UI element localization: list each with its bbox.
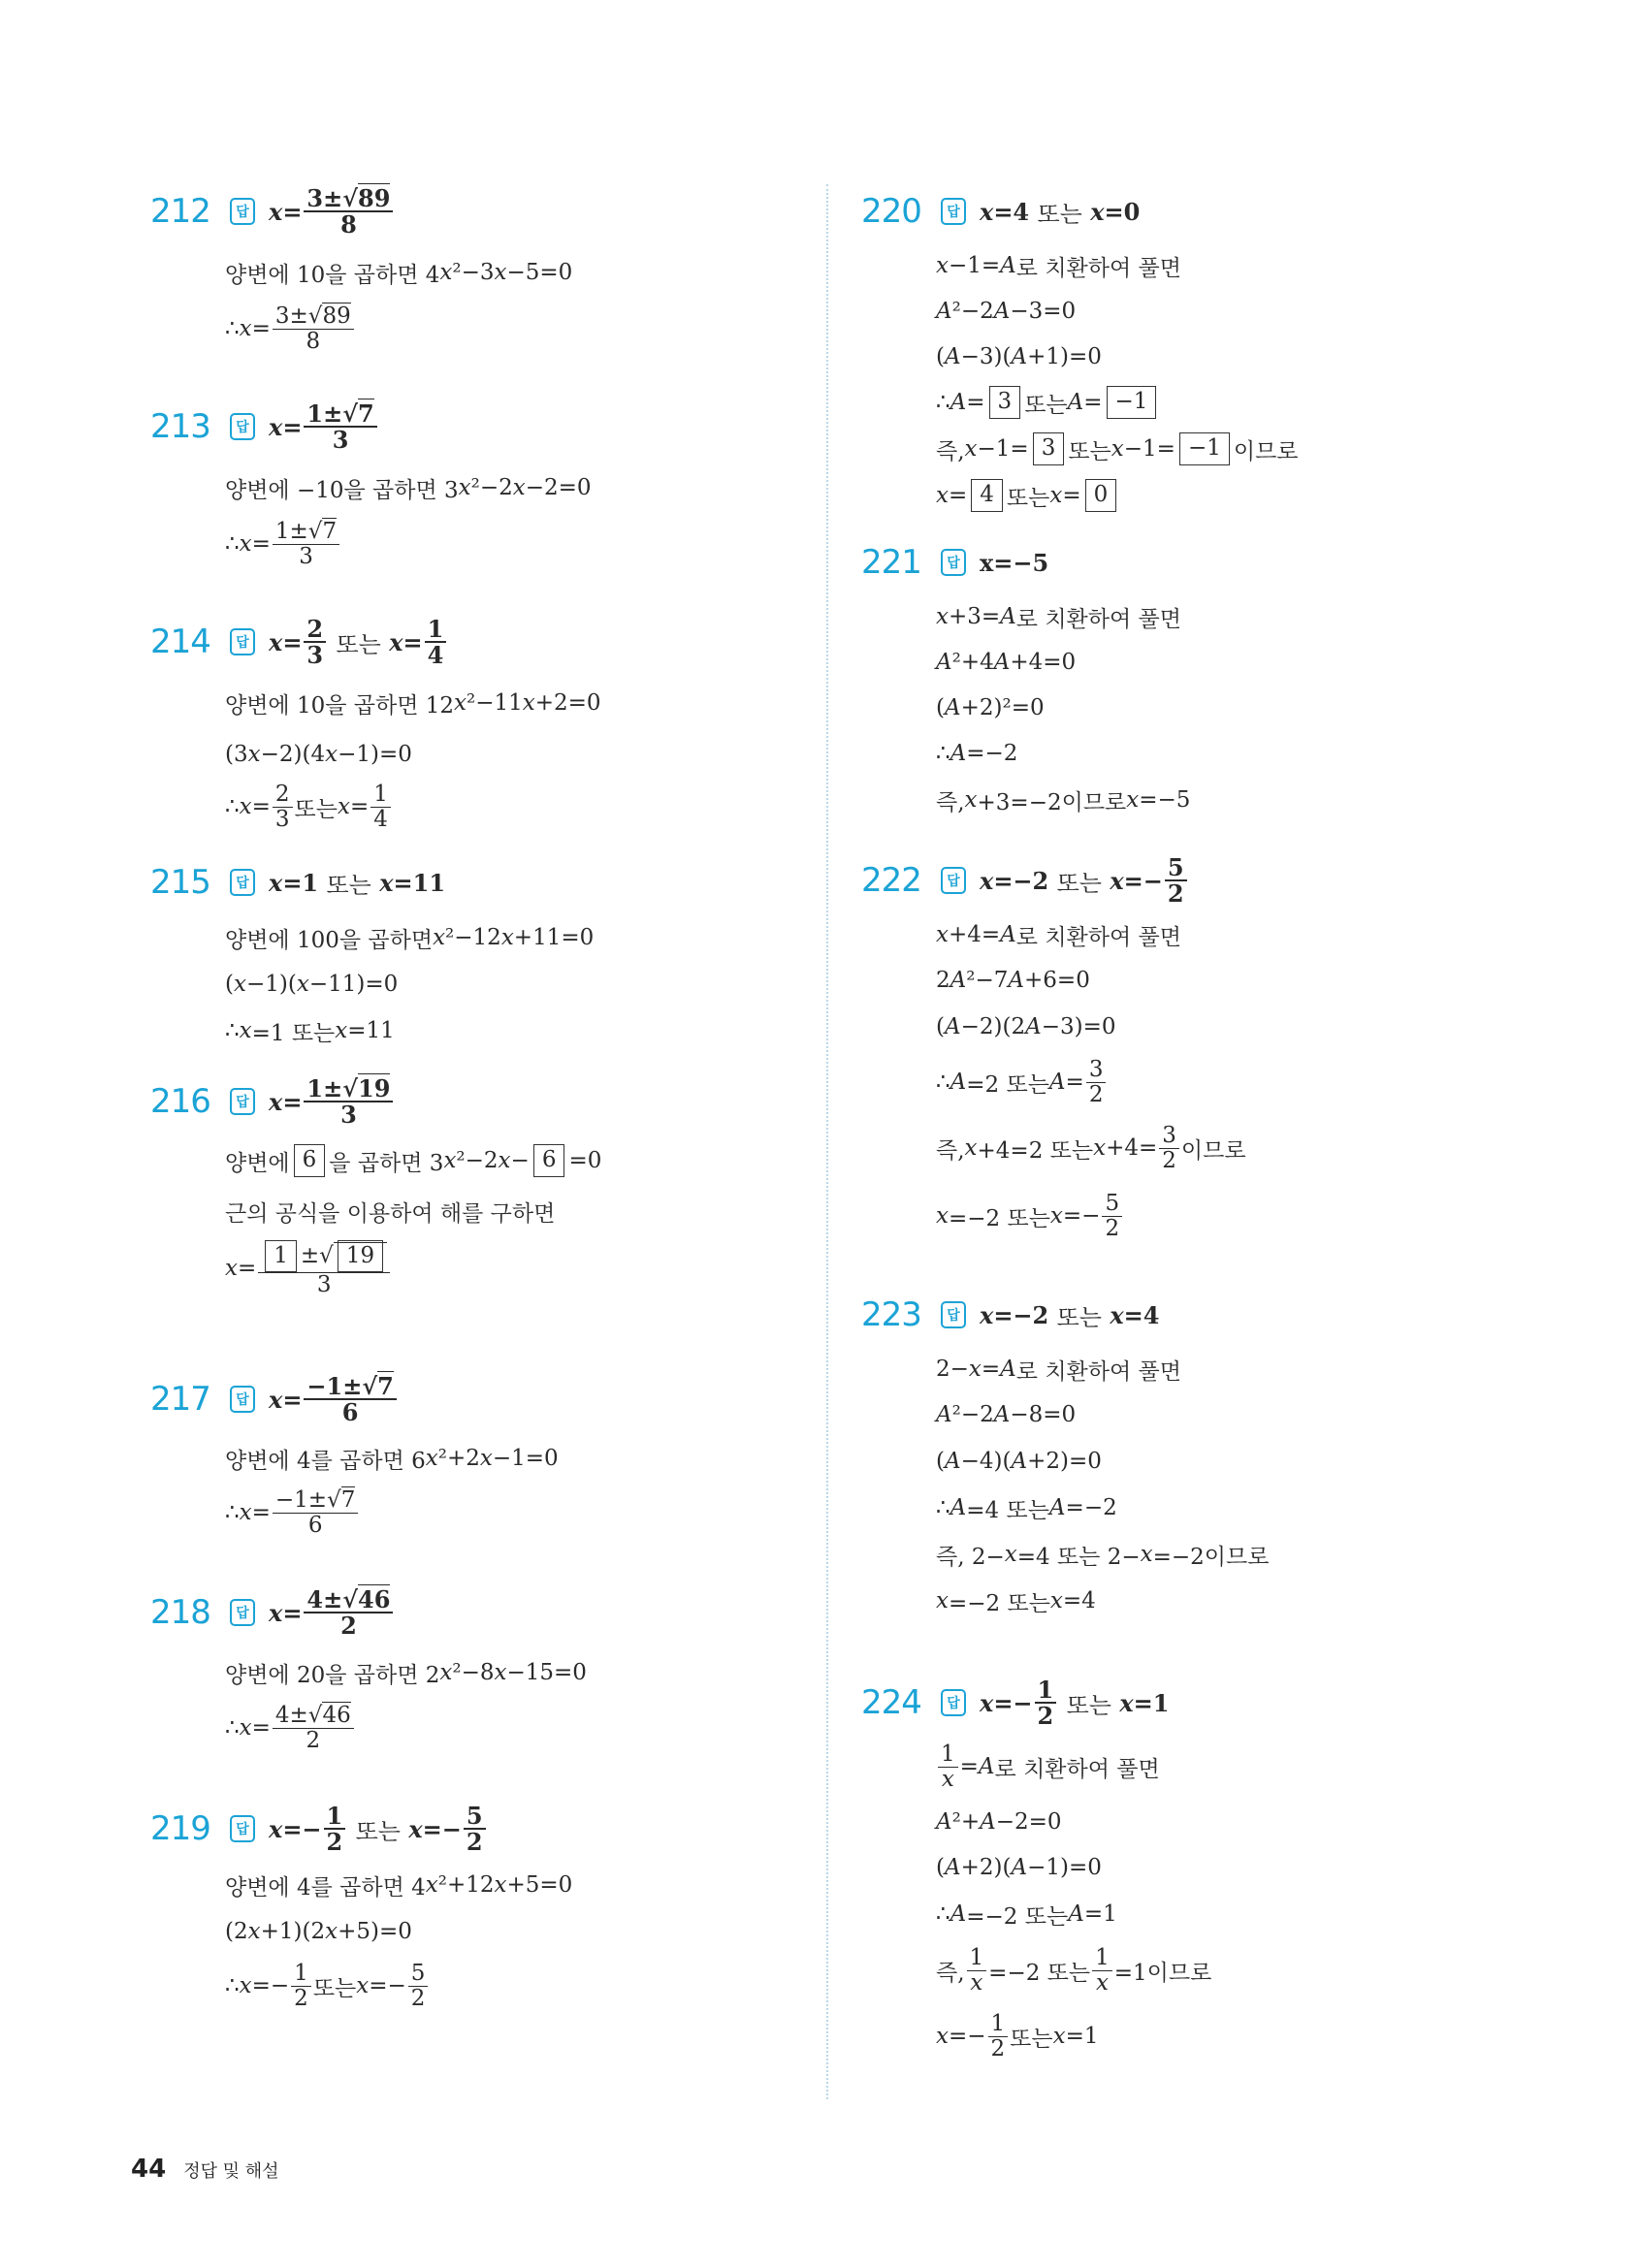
- problem-218: [150, 1581, 781, 1755]
- problem-223: [861, 1283, 1492, 1624]
- problem-number: 221: [861, 543, 921, 582]
- problem-number: 213: [150, 407, 210, 446]
- answer-label-icon: 답: [230, 1599, 255, 1626]
- step: $\frac{1}{x}$ = A 로 치환하여 풀면: [936, 1735, 1492, 1799]
- step: 양변에 −10을 곱하면 3 x ²−2 x −2=0: [225, 475, 592, 503]
- answer: x =−2 또는 x =− $\frac{5}{2}$: [980, 855, 1189, 906]
- step: ∴ x = $\frac{1\pm√7}{3}$: [225, 517, 781, 571]
- step: A ²−2 A −3=0: [936, 299, 1077, 324]
- answer-label-icon: 답: [941, 1689, 966, 1716]
- blank-box: 4: [971, 479, 1003, 511]
- step: ∴ A =4 또는 A =−2: [936, 1495, 1117, 1523]
- answer: x =4 또는 x =0: [980, 197, 1141, 228]
- answer: x =−2 또는 x =4: [980, 1300, 1160, 1331]
- answer-label-icon: 답: [230, 1815, 255, 1842]
- problem-number: 218: [150, 1593, 210, 1632]
- step: A ²+4 A +4=0: [936, 650, 1077, 675]
- step: x =−2 또는 x =− $\frac{5}{2}$: [936, 1182, 1492, 1250]
- step: ∴ A =−2 또는 A =1: [936, 1901, 1117, 1930]
- blank-box: 1: [265, 1240, 297, 1272]
- step: ∴ A = 3 또는 A = −1: [936, 379, 1492, 426]
- problem-222: [861, 848, 1492, 1250]
- answer-label-icon: 답: [230, 413, 255, 440]
- step: 양변에 20을 곱하면 2 x ²−8 x −15=0: [225, 1660, 587, 1688]
- blank-box: 6: [294, 1144, 326, 1176]
- problem-number: 220: [861, 192, 921, 231]
- step: ( A +2)²=0: [936, 695, 1045, 720]
- answer-label-icon: 답: [230, 1386, 255, 1413]
- step: 양변에 100을 곱하면 x ²−12 x +11=0: [225, 925, 595, 953]
- answer-label-icon: 답: [230, 198, 255, 225]
- step: x =−2 또는 x =4: [936, 1588, 1096, 1616]
- step: 양변에 10을 곱하면 12 x ²−11 x +2=0: [225, 690, 601, 719]
- step: ∴ A =−2: [936, 741, 1018, 766]
- step: A ²+ A −2=0: [936, 1809, 1062, 1835]
- step: 2 A ²−7 A +6=0: [936, 968, 1090, 993]
- problem-number: 216: [150, 1082, 210, 1121]
- answer-label-icon: 답: [230, 869, 255, 896]
- problem-number: 219: [150, 1809, 210, 1848]
- problem-224: [861, 1671, 1492, 2070]
- blank-box: 19: [338, 1240, 383, 1272]
- step: ( A +2)( A −1)=0: [936, 1855, 1102, 1880]
- blank-box: 0: [1085, 479, 1117, 511]
- step: 양변에 10을 곱하면 4 x ²−3 x −5=0: [225, 260, 573, 288]
- blank-box: 3: [989, 386, 1021, 418]
- step: ∴ x = $\frac{-1\pm√7}{6}$: [225, 1485, 781, 1540]
- problem-number: 217: [150, 1380, 210, 1419]
- problem-216: [150, 1070, 781, 1302]
- step: 즉, 2− x =4 또는 2− x =−2이므로: [936, 1542, 1270, 1570]
- problem-number: 224: [861, 1683, 921, 1722]
- step: 양변에 4를 곱하면 6 x ²+2 x −1=0: [225, 1446, 559, 1474]
- answer-label-icon: 답: [941, 198, 966, 225]
- blank-box: 6: [533, 1144, 565, 1176]
- step: 양변에 4를 곱하면 4 x ²+12 x +5=0: [225, 1872, 573, 1901]
- answer-label-icon: 답: [230, 1088, 255, 1115]
- step: 즉, x −1= 3 또는 x −1= −1 이므로: [936, 426, 1492, 472]
- answer-label-icon: 답: [941, 549, 966, 576]
- problem-221: [861, 530, 1492, 823]
- step: 즉, x +3=−2이므로 x =−5: [936, 787, 1191, 815]
- answer-label-icon: 답: [941, 867, 966, 894]
- problem-number: 215: [150, 863, 210, 902]
- problem-212: [150, 179, 781, 356]
- answer-label-icon: 답: [941, 1301, 966, 1328]
- step: ∴ x = $\frac{3\pm√89}{8}$: [225, 302, 781, 356]
- problem-213: [150, 395, 781, 571]
- problem-217: [150, 1367, 781, 1540]
- answer: x = $\frac{3\pm√89}{8}$: [269, 186, 395, 237]
- step: ( A −4)( A +2)=0: [936, 1449, 1102, 1474]
- blank-box: −1: [1107, 386, 1157, 418]
- problem-number: 222: [861, 861, 921, 900]
- step: ∴ A =2 또는 A = $\frac{3}{2}$: [936, 1050, 1492, 1114]
- problem-220: [861, 179, 1492, 519]
- step: 즉, x +4=2 또는 x +4= $\frac{3}{2}$ 이므로: [936, 1123, 1246, 1173]
- step: A ²−2 A −8=0: [936, 1402, 1077, 1427]
- step: (2 x +1)(2 x +5)=0: [225, 1919, 412, 1944]
- step: x = $\frac{1 \pm√ 19}{3}$: [225, 1234, 781, 1302]
- step: x =− $\frac{1}{2}$ 또는 x =1: [936, 2011, 1099, 2061]
- page-footer: [131, 2155, 279, 2184]
- step: 즉, $\frac{1}{x}$ =−2 또는 $\frac{1}{x}$ =1이므로: [936, 1945, 1212, 1996]
- answer: x = $\frac{1\pm√19}{3}$: [269, 1076, 395, 1127]
- step: ( A −3)( A +1)=0: [936, 344, 1102, 369]
- step: ∴ x =1 또는 x =11: [225, 1018, 395, 1046]
- step: ∴ x =− $\frac{1}{2}$ 또는 x =− $\frac{5}{2}$: [225, 1954, 781, 2018]
- section-title: 정답 및 해설: [183, 2161, 279, 2182]
- answer-label-icon: 답: [230, 628, 255, 655]
- problem-number: 212: [150, 192, 210, 231]
- problem-number: 223: [861, 1295, 921, 1334]
- answer: x = $\frac{2}{3}$ 또는 x = $\frac{1}{4}$: [269, 617, 448, 667]
- step: x −1= A 로 치환하여 풀면: [936, 253, 1181, 281]
- step: x +4= A 로 치환하여 풀면: [936, 922, 1181, 950]
- problem-214: [150, 610, 781, 837]
- step: x +3= A 로 치환하여 풀면: [936, 604, 1181, 632]
- step: (3 x −2)(4 x −1)=0: [225, 742, 412, 767]
- step: ( A −2)(2 A −3)=0: [936, 1014, 1116, 1039]
- problem-number: 214: [150, 623, 210, 661]
- step: ∴ x = $\frac{4\pm√46}{2}$: [225, 1701, 781, 1755]
- answer: x = $\frac{4\pm√46}{2}$: [269, 1587, 395, 1638]
- step: 2− x = A 로 치환하여 풀면: [936, 1357, 1181, 1385]
- blank-box: −1: [1179, 432, 1230, 464]
- step: ( x −1)( x −11)=0: [225, 972, 399, 997]
- answer: x =− $\frac{1}{2}$ 또는 x =− $\frac{5}{2}$: [269, 1804, 488, 1854]
- problem-215: [150, 850, 781, 1054]
- blank-box: 3: [1033, 432, 1065, 464]
- answer: x =1 또는 x =11: [269, 868, 446, 899]
- step: 양변에 6 을 곱하면 3 x ²−2 x − 6 =0: [225, 1134, 781, 1188]
- answer: x=−5: [980, 548, 1049, 577]
- answer: x =− $\frac{1}{2}$ 또는 x =1: [980, 1675, 1170, 1730]
- step: 근의 공식을 이용하여 해를 구하면: [225, 1200, 556, 1227]
- answer: x = $\frac{1\pm√7}{3}$: [269, 401, 379, 452]
- column-divider: [826, 184, 828, 2099]
- page-number: 44: [131, 2155, 167, 2184]
- problem-219: [150, 1797, 781, 2018]
- answer: x = $\frac{-1\pm√7}{6}$: [269, 1374, 399, 1424]
- step: ∴ x = $\frac{2}{3}$ 또는 x = $\frac{1}{4}$: [225, 777, 781, 837]
- step: x = 4 또는 x = 0: [936, 472, 1492, 519]
